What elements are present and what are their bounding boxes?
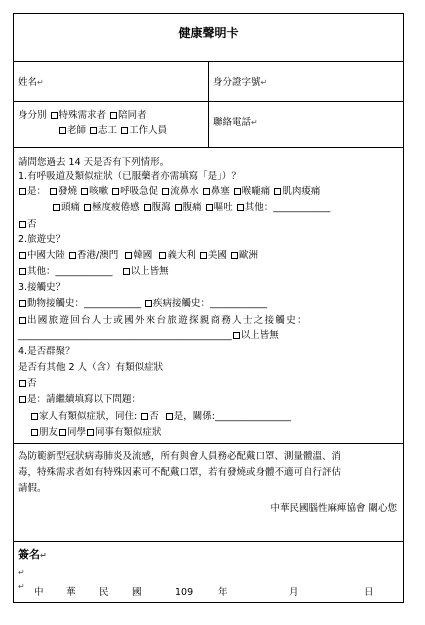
question-intro: 請問您過去 14 天是否有下列情形。 bbox=[18, 157, 170, 168]
id-number-field[interactable]: 身分證字號↵ bbox=[213, 77, 268, 88]
q3-title: 3.接觸史？ bbox=[18, 282, 66, 293]
notice-block bbox=[14, 444, 403, 542]
page-title: 健康聲明卡 bbox=[178, 26, 239, 40]
symptom-short-breath[interactable] bbox=[112, 188, 119, 195]
travel-none[interactable] bbox=[123, 268, 130, 275]
symptom-diarrhea[interactable] bbox=[144, 204, 151, 211]
contact-none[interactable] bbox=[233, 332, 240, 339]
signature-field[interactable]: 簽名↵ bbox=[18, 548, 47, 561]
date-day-label: 日 bbox=[364, 587, 374, 598]
symptom-muscle-pain[interactable] bbox=[274, 188, 281, 195]
date-month-label: 月 bbox=[289, 587, 299, 598]
symptom-nasal-congestion[interactable] bbox=[203, 188, 210, 195]
notice-line-3: 請假。 bbox=[18, 483, 47, 494]
travel-europe[interactable] bbox=[231, 252, 238, 259]
symptom-other[interactable] bbox=[237, 204, 244, 211]
q1-title: 1.有呼吸道及類似症狀（已服藥者亦需填寫「是」）？ bbox=[18, 171, 241, 182]
cohabit-yes[interactable] bbox=[166, 413, 173, 420]
q4-yes-checkbox[interactable] bbox=[19, 396, 26, 403]
identity-checkbox-teacher[interactable] bbox=[59, 127, 66, 134]
health-declaration-form bbox=[13, 13, 404, 603]
contact-traveler-blank[interactable]: _____________________________________________ bbox=[18, 330, 232, 341]
q4-no-checkbox[interactable] bbox=[19, 380, 26, 387]
symptom-headache[interactable] bbox=[53, 204, 60, 211]
q1-yes-checkbox[interactable] bbox=[19, 188, 26, 195]
classmate-symptom[interactable] bbox=[59, 429, 66, 436]
phone-field[interactable]: 聯絡電話↵ bbox=[213, 117, 258, 128]
contact-disease-blank[interactable]: ____________ bbox=[210, 298, 268, 309]
contact-disease[interactable] bbox=[145, 300, 152, 307]
id-label: 身分證字號 bbox=[213, 77, 261, 88]
colleague-symptom[interactable] bbox=[87, 429, 94, 436]
contact-traveler[interactable] bbox=[19, 317, 26, 324]
travel-other-blank[interactable]: ____________ bbox=[55, 266, 113, 277]
q4-subtitle: 是否有其他 2 人（含）有類似症狀 bbox=[18, 362, 164, 373]
date-char-hua: 華 bbox=[66, 587, 76, 598]
signature-block: 簽名↵ ↵ ↵ bbox=[18, 548, 47, 591]
notice-line-2: 毒，特殊需求者如有特殊因素可不配戴口罩，若有發燒或身體不適可自行評估 bbox=[18, 467, 342, 478]
travel-korea[interactable] bbox=[125, 252, 132, 259]
symptom-abdominal-pain[interactable] bbox=[175, 204, 182, 211]
q2-title: 2.旅遊史？ bbox=[18, 234, 66, 245]
phone-label: 聯絡電話 bbox=[213, 117, 252, 128]
symptom-runny-nose[interactable] bbox=[162, 188, 169, 195]
signature-label: 簽名 bbox=[18, 548, 40, 561]
symptom-sore-throat[interactable] bbox=[234, 188, 241, 195]
name-field[interactable]: 姓名↵ bbox=[18, 77, 44, 88]
symptom-fever[interactable] bbox=[50, 188, 57, 195]
notice-signature: 中華民國腦性麻痺協會 關心您 bbox=[270, 503, 397, 514]
date-char-min: 民 bbox=[99, 587, 109, 598]
contact-animal[interactable] bbox=[19, 300, 26, 307]
notice-line-1: 為防範新型冠狀病毒肺炎及流感，所有與會人員務必配戴口罩、測量體溫、消 bbox=[18, 451, 342, 462]
travel-italy[interactable] bbox=[159, 252, 166, 259]
title-row bbox=[14, 14, 403, 62]
symptom-cough[interactable] bbox=[81, 188, 88, 195]
travel-other[interactable] bbox=[19, 268, 26, 275]
date-year-label: 年 bbox=[218, 587, 228, 598]
symptom-vomit[interactable] bbox=[206, 204, 213, 211]
travel-usa[interactable] bbox=[200, 252, 207, 259]
q4-title: 4.是否群聚？ bbox=[18, 346, 75, 357]
identity-checkbox-special[interactable] bbox=[51, 112, 58, 119]
date-char-guo: 國 bbox=[132, 587, 142, 598]
name-label: 姓名 bbox=[18, 77, 38, 88]
questions-block: 請問您過去 14 天是否有下列情形。 1.有呼吸道及類似症狀（已服藥者亦需填寫「是」）？ 是： 發燒 咳嗽 呼吸急促 流鼻水 鼻塞 喉嚨痛 肌肉痠痛 頭痛 極度疲倦感 腹瀉 腹痛 嘔吐 其他：____________ 否 2.旅遊史？ 中國大陸 香港/澳門 韓國 義大利 美國 歐洲 其他：____________ 以上皆無 3.接觸史？ 動物接觸史：____________ 疾病接觸史：____________ 出國旅遊回台人士或國外來台旅遊探親商務人士之接觸史： _____________________________________________ 以上皆無 4.是否群聚？ 是否有其他 2 人（含）有類似症狀 否 是：請繼續填寫以下問題： 家人有類似症狀，同住: 否 是，關係:________________ 朋友 同學 同事有類似症狀 bbox=[14, 148, 403, 444]
contact-animal-blank[interactable]: ____________ bbox=[84, 298, 142, 309]
symptom-fatigue[interactable] bbox=[84, 204, 91, 211]
friend-symptom[interactable] bbox=[31, 429, 38, 436]
identity-checkbox-volunteer[interactable] bbox=[90, 127, 97, 134]
identity-checkbox-companion[interactable] bbox=[110, 112, 117, 119]
name-id-row bbox=[14, 62, 403, 102]
symptom-other-blank[interactable]: ____________ bbox=[273, 202, 331, 213]
travel-china[interactable] bbox=[19, 252, 26, 259]
q1-no-checkbox[interactable] bbox=[19, 221, 26, 228]
relation-blank[interactable]: ________________ bbox=[215, 411, 291, 422]
family-symptom[interactable] bbox=[31, 413, 38, 420]
identity-checkbox-staff[interactable] bbox=[121, 127, 128, 134]
cohabit-no[interactable] bbox=[141, 413, 148, 420]
travel-hk-macau[interactable] bbox=[69, 252, 76, 259]
identity-phone-row: 身分別 特殊需求者 陪同者 老師 志工 工作人員 聯絡電話↵ bbox=[14, 102, 403, 148]
date-char-zhong: 中 bbox=[34, 587, 44, 598]
date-year-number[interactable]: 109 bbox=[175, 587, 194, 598]
identity-label: 身分別 bbox=[18, 110, 47, 121]
